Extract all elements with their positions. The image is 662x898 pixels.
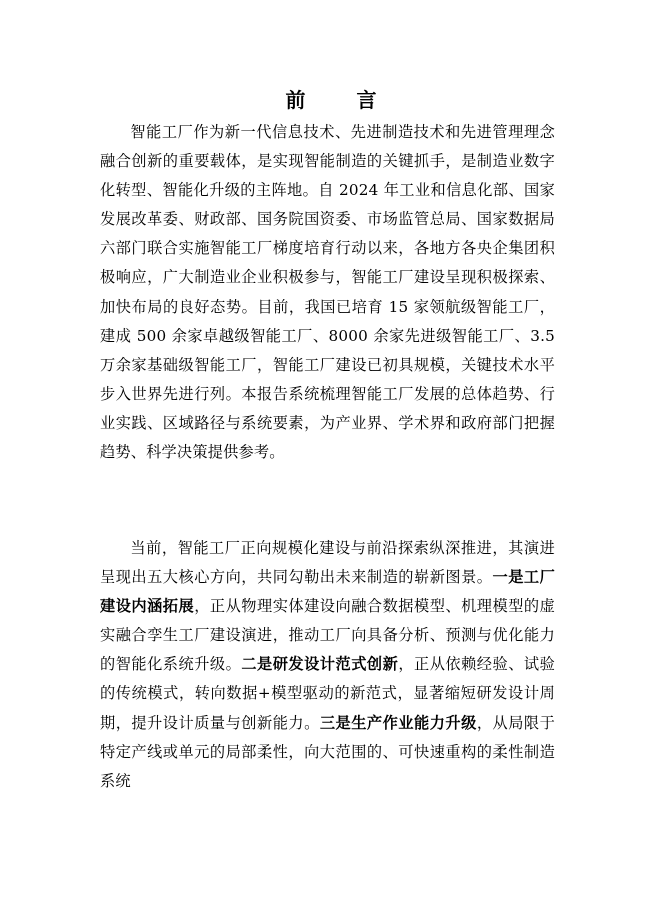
page-title: 前 言 xyxy=(285,88,399,112)
point-1-heading: 一是工厂建设内涵拓展 xyxy=(100,568,555,616)
point-3-heading: 三是生产作业能力升级 xyxy=(319,713,477,732)
point-3-text: ，从局限于特定产线或单元的局部柔性，向大范围的、可快速重构的柔性制造系统 xyxy=(100,713,555,790)
paragraph-1-text: 智能工厂作为新一代信息技术、先进制造技术和先进管理理念融合创新的重要载体，是实现智能制造的关键抓手，是制造业数字化转型、智能化升级的主阵地。自 2024 年工业和信息化部、国家发展改革委、财政部、国务院国资委、市场监管总局、国家数据局六部门联合实施智能工厂梯度培育行动以来，各地方各央企集团积极响应，广大制造业企业积极参与，智能工厂建设呈现积极探索、加快布局的良好态势。目前，我国已培育 15 家领航级智能工厂，建成 500 余家卓越级智能工厂、8000 余家先进级智能工厂、3.5 万余家基础级智能工厂，智能工厂建设已初具规模，关键技术水平步入世界先进行列。本报告系统梳理智能工厂发展的总体趋势、行业实践、区域路径与系统要素，为产业界、学术界和政府部门把握趋势、科学决策提供参考。 xyxy=(100,123,555,462)
foreword-paragraph-2 xyxy=(100,534,555,796)
paragraph-2-intro: 当前，智能工厂正向规模化建设与前沿探索纵深推进，其演进呈现出五大核心方向，共同勾勒出未来制造的崭新图景。 xyxy=(100,539,555,587)
foreword-paragraph-1 xyxy=(100,118,555,467)
point-1-text: ，正从物理实体建设向融合数据模型、机理模型的虚实融合孪生工厂建设演进，推动工厂向具备分析、预测与优化能力的智能化系统升级。 xyxy=(100,597,555,674)
point-2-heading: 二是研发设计范式创新 xyxy=(241,655,399,674)
point-2-text: ，正从依赖经验、试验的传统模式，转向数据+模型驱动的新范式，显著缩短研发设计周期，提升设计质量与创新能力。 xyxy=(100,655,555,732)
